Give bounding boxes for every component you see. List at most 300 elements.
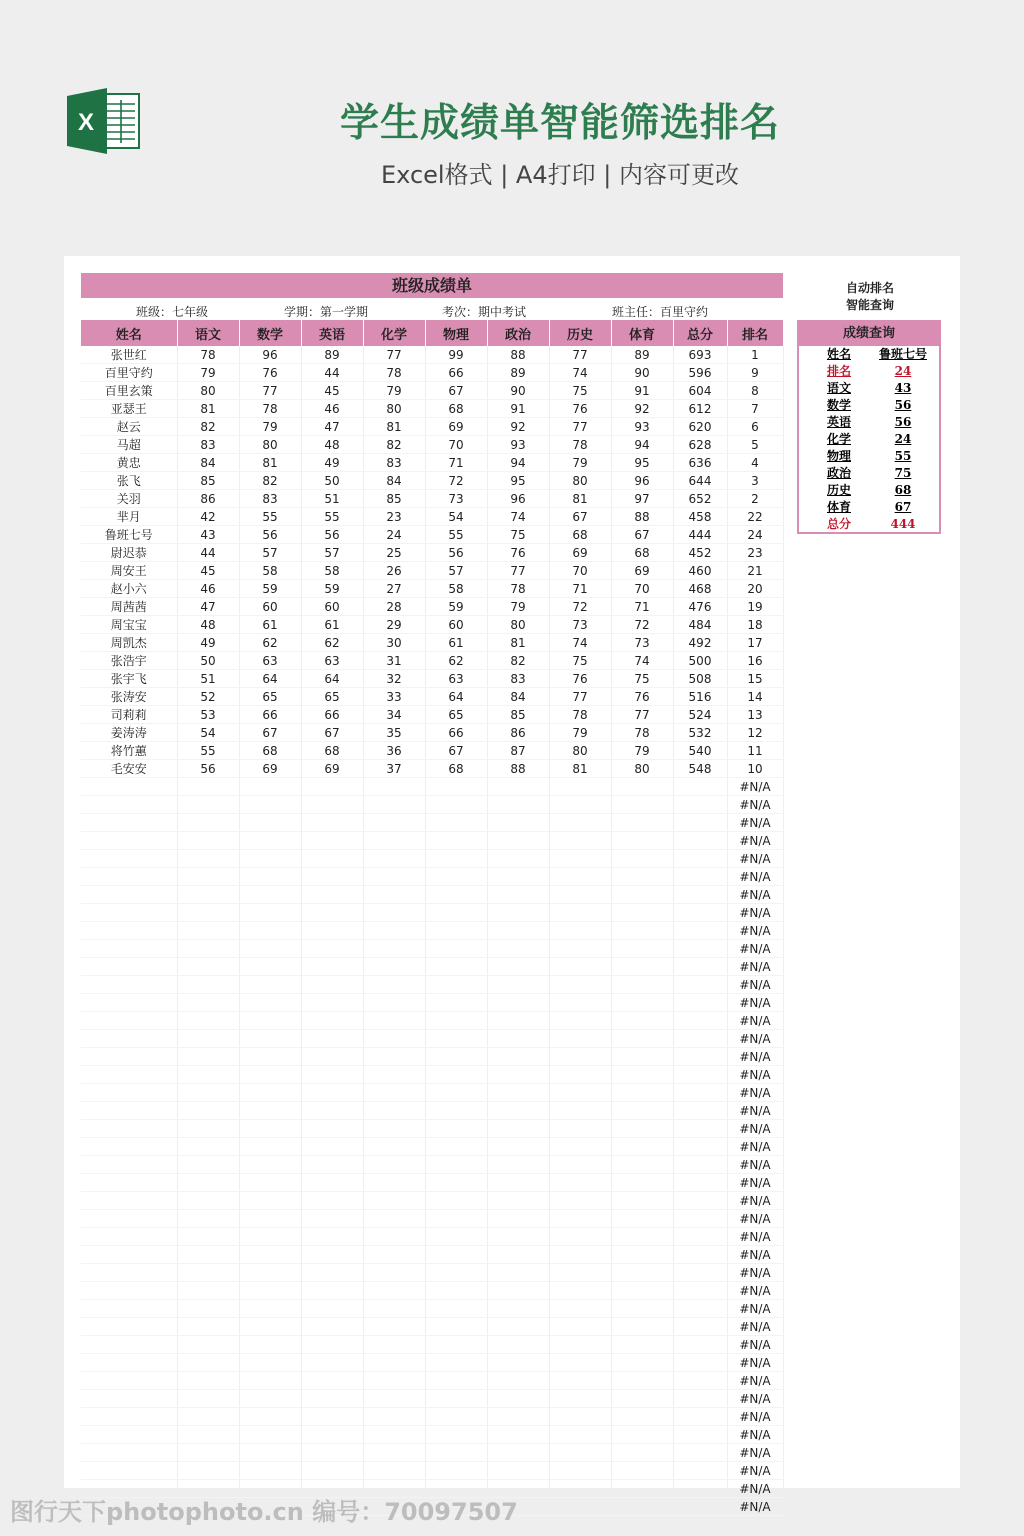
table-cell[interactable]: 29	[363, 616, 425, 634]
table-cell[interactable]: 71	[611, 598, 673, 616]
table-cell[interactable]: 604	[673, 382, 727, 400]
empty-cell[interactable]	[177, 1408, 239, 1426]
empty-cell[interactable]	[81, 1444, 177, 1462]
table-cell[interactable]: 55	[425, 526, 487, 544]
empty-cell[interactable]	[487, 1174, 549, 1192]
empty-cell[interactable]	[549, 1264, 611, 1282]
empty-cell[interactable]	[487, 1102, 549, 1120]
rank-na-cell[interactable]: #N/A	[727, 1246, 783, 1264]
table-cell[interactable]: 452	[673, 544, 727, 562]
empty-cell[interactable]	[673, 796, 727, 814]
empty-cell[interactable]	[611, 994, 673, 1012]
table-cell[interactable]: 8	[727, 382, 783, 400]
empty-cell[interactable]	[549, 994, 611, 1012]
rank-na-cell[interactable]: #N/A	[727, 1444, 783, 1462]
table-cell[interactable]: 68	[301, 742, 363, 760]
empty-cell[interactable]	[673, 958, 727, 976]
empty-cell[interactable]	[487, 1156, 549, 1174]
empty-cell[interactable]	[301, 1102, 363, 1120]
empty-cell[interactable]	[549, 1228, 611, 1246]
table-cell[interactable]: 36	[363, 742, 425, 760]
rank-na-cell[interactable]: #N/A	[727, 1084, 783, 1102]
empty-cell[interactable]	[301, 868, 363, 886]
empty-cell[interactable]	[81, 1066, 177, 1084]
empty-cell[interactable]	[425, 922, 487, 940]
table-cell[interactable]: 11	[727, 742, 783, 760]
empty-cell[interactable]	[81, 814, 177, 832]
table-cell[interactable]: 55	[239, 508, 301, 526]
empty-cell[interactable]	[301, 1066, 363, 1084]
table-cell[interactable]: 73	[549, 616, 611, 634]
empty-cell[interactable]	[487, 1138, 549, 1156]
rank-na-cell[interactable]: #N/A	[727, 1138, 783, 1156]
empty-cell[interactable]	[81, 1102, 177, 1120]
empty-cell[interactable]	[239, 1426, 301, 1444]
table-cell[interactable]: 82	[363, 436, 425, 454]
table-cell[interactable]: 关羽	[81, 490, 177, 508]
table-cell[interactable]: 2	[727, 490, 783, 508]
empty-cell[interactable]	[239, 1372, 301, 1390]
rank-na-cell[interactable]: #N/A	[727, 1156, 783, 1174]
empty-cell[interactable]	[301, 1444, 363, 1462]
empty-cell[interactable]	[487, 1264, 549, 1282]
table-cell[interactable]: 67	[611, 526, 673, 544]
empty-cell[interactable]	[673, 1426, 727, 1444]
table-cell[interactable]: 80	[549, 472, 611, 490]
table-cell[interactable]: 78	[177, 346, 239, 364]
empty-cell[interactable]	[487, 1462, 549, 1480]
table-cell[interactable]: 7	[727, 400, 783, 418]
empty-cell[interactable]	[239, 1138, 301, 1156]
empty-cell[interactable]	[363, 904, 425, 922]
table-cell[interactable]: 96	[611, 472, 673, 490]
empty-cell[interactable]	[487, 1120, 549, 1138]
empty-cell[interactable]	[611, 1390, 673, 1408]
empty-cell[interactable]	[81, 1462, 177, 1480]
empty-cell[interactable]	[81, 940, 177, 958]
empty-cell[interactable]	[611, 1282, 673, 1300]
empty-cell[interactable]	[487, 1030, 549, 1048]
empty-cell[interactable]	[301, 796, 363, 814]
table-cell[interactable]: 9	[727, 364, 783, 382]
table-cell[interactable]: 69	[611, 562, 673, 580]
empty-cell[interactable]	[673, 1192, 727, 1210]
table-cell[interactable]: 43	[177, 526, 239, 544]
table-cell[interactable]: 78	[363, 364, 425, 382]
table-cell[interactable]: 89	[487, 364, 549, 382]
empty-cell[interactable]	[363, 1066, 425, 1084]
table-cell[interactable]: 644	[673, 472, 727, 490]
empty-cell[interactable]	[177, 1120, 239, 1138]
rank-na-cell[interactable]: #N/A	[727, 796, 783, 814]
empty-cell[interactable]	[673, 1264, 727, 1282]
empty-cell[interactable]	[549, 778, 611, 796]
table-cell[interactable]: 82	[239, 472, 301, 490]
empty-cell[interactable]	[363, 922, 425, 940]
empty-cell[interactable]	[177, 1444, 239, 1462]
rank-na-cell[interactable]: #N/A	[727, 1372, 783, 1390]
empty-cell[interactable]	[177, 868, 239, 886]
empty-cell[interactable]	[301, 1174, 363, 1192]
empty-cell[interactable]	[487, 1318, 549, 1336]
table-cell[interactable]: 80	[239, 436, 301, 454]
empty-cell[interactable]	[177, 1354, 239, 1372]
table-cell[interactable]: 45	[177, 562, 239, 580]
query-name-input[interactable]: 鲁班七号	[879, 347, 928, 361]
empty-cell[interactable]	[81, 904, 177, 922]
table-cell[interactable]: 3	[727, 472, 783, 490]
empty-cell[interactable]	[177, 1318, 239, 1336]
empty-cell[interactable]	[301, 850, 363, 868]
rank-na-cell[interactable]: #N/A	[727, 976, 783, 994]
table-cell[interactable]: 49	[177, 634, 239, 652]
empty-cell[interactable]	[239, 778, 301, 796]
empty-cell[interactable]	[301, 1138, 363, 1156]
table-cell[interactable]: 85	[363, 490, 425, 508]
empty-cell[interactable]	[611, 1138, 673, 1156]
empty-cell[interactable]	[673, 1084, 727, 1102]
table-cell[interactable]: 59	[425, 598, 487, 616]
rank-na-cell[interactable]: #N/A	[727, 1498, 783, 1516]
table-cell[interactable]: 91	[611, 382, 673, 400]
table-cell[interactable]: 66	[301, 706, 363, 724]
table-cell[interactable]: 58	[239, 562, 301, 580]
empty-cell[interactable]	[549, 1498, 611, 1516]
rank-na-cell[interactable]: #N/A	[727, 832, 783, 850]
table-cell[interactable]: 46	[177, 580, 239, 598]
table-cell[interactable]: 93	[487, 436, 549, 454]
table-cell[interactable]: 57	[239, 544, 301, 562]
table-cell[interactable]: 444	[673, 526, 727, 544]
table-cell[interactable]: 90	[487, 382, 549, 400]
table-cell[interactable]: 81	[549, 760, 611, 778]
empty-cell[interactable]	[549, 1084, 611, 1102]
empty-cell[interactable]	[673, 1138, 727, 1156]
table-cell[interactable]: 90	[611, 364, 673, 382]
empty-cell[interactable]	[363, 1210, 425, 1228]
empty-cell[interactable]	[177, 1192, 239, 1210]
table-cell[interactable]: 37	[363, 760, 425, 778]
empty-cell[interactable]	[177, 904, 239, 922]
empty-cell[interactable]	[177, 1426, 239, 1444]
rank-na-cell[interactable]: #N/A	[727, 1066, 783, 1084]
empty-cell[interactable]	[239, 994, 301, 1012]
table-cell[interactable]: 84	[177, 454, 239, 472]
table-cell[interactable]: 94	[611, 436, 673, 454]
empty-cell[interactable]	[487, 1066, 549, 1084]
empty-cell[interactable]	[301, 1336, 363, 1354]
empty-cell[interactable]	[81, 1210, 177, 1228]
empty-cell[interactable]	[611, 1012, 673, 1030]
empty-cell[interactable]	[549, 1426, 611, 1444]
table-cell[interactable]: 80	[177, 382, 239, 400]
empty-cell[interactable]	[81, 1372, 177, 1390]
empty-cell[interactable]	[363, 1336, 425, 1354]
table-cell[interactable]: 92	[487, 418, 549, 436]
table-cell[interactable]: 74	[487, 508, 549, 526]
empty-cell[interactable]	[487, 1210, 549, 1228]
empty-cell[interactable]	[301, 832, 363, 850]
table-cell[interactable]: 500	[673, 652, 727, 670]
empty-cell[interactable]	[425, 1372, 487, 1390]
table-cell[interactable]: 73	[425, 490, 487, 508]
table-cell[interactable]: 32	[363, 670, 425, 688]
table-cell[interactable]: 68	[239, 742, 301, 760]
empty-cell[interactable]	[549, 832, 611, 850]
empty-cell[interactable]	[239, 1210, 301, 1228]
empty-cell[interactable]	[549, 1174, 611, 1192]
empty-cell[interactable]	[549, 850, 611, 868]
table-cell[interactable]: 93	[611, 418, 673, 436]
empty-cell[interactable]	[487, 1336, 549, 1354]
empty-cell[interactable]	[239, 1084, 301, 1102]
table-cell[interactable]: 83	[487, 670, 549, 688]
empty-cell[interactable]	[611, 832, 673, 850]
empty-cell[interactable]	[611, 1408, 673, 1426]
empty-cell[interactable]	[549, 904, 611, 922]
empty-cell[interactable]	[425, 1084, 487, 1102]
empty-cell[interactable]	[81, 1228, 177, 1246]
empty-cell[interactable]	[239, 1336, 301, 1354]
empty-cell[interactable]	[549, 1102, 611, 1120]
empty-cell[interactable]	[673, 1246, 727, 1264]
table-cell[interactable]: 693	[673, 346, 727, 364]
table-cell[interactable]: 79	[363, 382, 425, 400]
empty-cell[interactable]	[611, 868, 673, 886]
empty-cell[interactable]	[239, 1102, 301, 1120]
rank-na-cell[interactable]: #N/A	[727, 1462, 783, 1480]
table-cell[interactable]: 77	[363, 346, 425, 364]
empty-cell[interactable]	[673, 850, 727, 868]
empty-cell[interactable]	[177, 1066, 239, 1084]
empty-cell[interactable]	[363, 994, 425, 1012]
empty-cell[interactable]	[177, 1462, 239, 1480]
table-cell[interactable]: 652	[673, 490, 727, 508]
rank-na-cell[interactable]: #N/A	[727, 1228, 783, 1246]
empty-cell[interactable]	[425, 1156, 487, 1174]
table-cell[interactable]: 56	[239, 526, 301, 544]
empty-cell[interactable]	[363, 850, 425, 868]
table-cell[interactable]: 60	[425, 616, 487, 634]
table-cell[interactable]: 80	[549, 742, 611, 760]
table-cell[interactable]: 83	[363, 454, 425, 472]
empty-cell[interactable]	[673, 976, 727, 994]
rank-na-cell[interactable]: #N/A	[727, 1120, 783, 1138]
empty-cell[interactable]	[239, 1246, 301, 1264]
empty-cell[interactable]	[549, 1246, 611, 1264]
table-cell[interactable]: 84	[487, 688, 549, 706]
empty-cell[interactable]	[81, 994, 177, 1012]
table-cell[interactable]: 82	[487, 652, 549, 670]
table-cell[interactable]: 周宝宝	[81, 616, 177, 634]
empty-cell[interactable]	[81, 832, 177, 850]
table-cell[interactable]: 636	[673, 454, 727, 472]
table-cell[interactable]: 79	[549, 724, 611, 742]
table-cell[interactable]: 62	[301, 634, 363, 652]
empty-cell[interactable]	[611, 1444, 673, 1462]
empty-cell[interactable]	[363, 1246, 425, 1264]
table-cell[interactable]: 72	[549, 598, 611, 616]
empty-cell[interactable]	[177, 1012, 239, 1030]
table-cell[interactable]: 79	[177, 364, 239, 382]
empty-cell[interactable]	[549, 922, 611, 940]
table-cell[interactable]: 23	[363, 508, 425, 526]
empty-cell[interactable]	[487, 994, 549, 1012]
table-cell[interactable]: 468	[673, 580, 727, 598]
rank-na-cell[interactable]: #N/A	[727, 1264, 783, 1282]
table-cell[interactable]: 69	[301, 760, 363, 778]
empty-cell[interactable]	[239, 1462, 301, 1480]
empty-cell[interactable]	[363, 1408, 425, 1426]
empty-cell[interactable]	[425, 1318, 487, 1336]
empty-cell[interactable]	[673, 1066, 727, 1084]
table-cell[interactable]: 96	[239, 346, 301, 364]
rank-na-cell[interactable]: #N/A	[727, 814, 783, 832]
rank-na-cell[interactable]: #N/A	[727, 1336, 783, 1354]
table-cell[interactable]: 57	[301, 544, 363, 562]
empty-cell[interactable]	[673, 832, 727, 850]
table-cell[interactable]: 460	[673, 562, 727, 580]
empty-cell[interactable]	[611, 1102, 673, 1120]
table-cell[interactable]: 66	[425, 364, 487, 382]
empty-cell[interactable]	[301, 1462, 363, 1480]
table-cell[interactable]: 78	[549, 436, 611, 454]
table-cell[interactable]: 59	[239, 580, 301, 598]
empty-cell[interactable]	[177, 814, 239, 832]
empty-cell[interactable]	[177, 1084, 239, 1102]
empty-cell[interactable]	[239, 1192, 301, 1210]
empty-cell[interactable]	[363, 1372, 425, 1390]
table-cell[interactable]: 17	[727, 634, 783, 652]
table-cell[interactable]: 69	[425, 418, 487, 436]
empty-cell[interactable]	[673, 1354, 727, 1372]
rank-na-cell[interactable]: #N/A	[727, 994, 783, 1012]
empty-cell[interactable]	[301, 814, 363, 832]
empty-cell[interactable]	[425, 796, 487, 814]
rank-na-cell[interactable]: #N/A	[727, 1480, 783, 1498]
empty-cell[interactable]	[363, 1354, 425, 1372]
empty-cell[interactable]	[363, 1138, 425, 1156]
table-cell[interactable]: 81	[549, 490, 611, 508]
table-cell[interactable]: 65	[425, 706, 487, 724]
empty-cell[interactable]	[611, 1192, 673, 1210]
empty-cell[interactable]	[425, 1048, 487, 1066]
empty-cell[interactable]	[487, 868, 549, 886]
empty-cell[interactable]	[177, 976, 239, 994]
table-cell[interactable]: 28	[363, 598, 425, 616]
empty-cell[interactable]	[239, 1282, 301, 1300]
empty-cell[interactable]	[673, 1336, 727, 1354]
empty-cell[interactable]	[487, 1408, 549, 1426]
empty-cell[interactable]	[81, 922, 177, 940]
table-cell[interactable]: 56	[177, 760, 239, 778]
empty-cell[interactable]	[177, 940, 239, 958]
empty-cell[interactable]	[363, 1264, 425, 1282]
empty-cell[interactable]	[301, 1426, 363, 1444]
empty-cell[interactable]	[673, 1408, 727, 1426]
empty-cell[interactable]	[239, 1174, 301, 1192]
empty-cell[interactable]	[487, 1426, 549, 1444]
empty-cell[interactable]	[549, 1030, 611, 1048]
empty-cell[interactable]	[239, 886, 301, 904]
empty-cell[interactable]	[177, 1372, 239, 1390]
empty-cell[interactable]	[239, 1390, 301, 1408]
empty-cell[interactable]	[549, 886, 611, 904]
empty-cell[interactable]	[611, 850, 673, 868]
empty-cell[interactable]	[177, 1336, 239, 1354]
empty-cell[interactable]	[239, 1048, 301, 1066]
empty-cell[interactable]	[549, 1480, 611, 1498]
table-cell[interactable]: 48	[301, 436, 363, 454]
empty-cell[interactable]	[425, 1030, 487, 1048]
table-cell[interactable]: 12	[727, 724, 783, 742]
rank-na-cell[interactable]: #N/A	[727, 1102, 783, 1120]
empty-cell[interactable]	[301, 994, 363, 1012]
empty-cell[interactable]	[425, 1174, 487, 1192]
empty-cell[interactable]	[425, 1336, 487, 1354]
table-cell[interactable]: 86	[177, 490, 239, 508]
empty-cell[interactable]	[363, 778, 425, 796]
table-cell[interactable]: 524	[673, 706, 727, 724]
empty-cell[interactable]	[425, 994, 487, 1012]
table-cell[interactable]: 74	[549, 364, 611, 382]
table-cell[interactable]: 64	[301, 670, 363, 688]
empty-cell[interactable]	[425, 1192, 487, 1210]
empty-cell[interactable]	[425, 868, 487, 886]
rank-na-cell[interactable]: #N/A	[727, 1030, 783, 1048]
table-cell[interactable]: 26	[363, 562, 425, 580]
table-cell[interactable]: 58	[425, 580, 487, 598]
table-cell[interactable]: 68	[425, 400, 487, 418]
table-cell[interactable]: 99	[425, 346, 487, 364]
table-cell[interactable]: 60	[239, 598, 301, 616]
empty-cell[interactable]	[611, 1084, 673, 1102]
empty-cell[interactable]	[611, 976, 673, 994]
empty-cell[interactable]	[363, 1156, 425, 1174]
table-cell[interactable]: 68	[425, 760, 487, 778]
empty-cell[interactable]	[177, 1174, 239, 1192]
empty-cell[interactable]	[301, 1228, 363, 1246]
empty-cell[interactable]	[301, 1246, 363, 1264]
table-cell[interactable]: 70	[425, 436, 487, 454]
empty-cell[interactable]	[673, 1120, 727, 1138]
empty-cell[interactable]	[611, 1048, 673, 1066]
empty-cell[interactable]	[81, 1012, 177, 1030]
table-cell[interactable]: 73	[611, 634, 673, 652]
empty-cell[interactable]	[549, 1156, 611, 1174]
table-cell[interactable]: 83	[177, 436, 239, 454]
rank-na-cell[interactable]: #N/A	[727, 958, 783, 976]
rank-na-cell[interactable]: #N/A	[727, 922, 783, 940]
empty-cell[interactable]	[177, 832, 239, 850]
table-cell[interactable]: 596	[673, 364, 727, 382]
table-cell[interactable]: 50	[301, 472, 363, 490]
empty-cell[interactable]	[363, 832, 425, 850]
empty-cell[interactable]	[611, 778, 673, 796]
table-cell[interactable]: 张世红	[81, 346, 177, 364]
table-cell[interactable]: 62	[425, 652, 487, 670]
empty-cell[interactable]	[673, 868, 727, 886]
table-cell[interactable]: 47	[177, 598, 239, 616]
table-cell[interactable]: 67	[425, 742, 487, 760]
table-cell[interactable]: 63	[425, 670, 487, 688]
table-cell[interactable]: 80	[363, 400, 425, 418]
table-cell[interactable]: 35	[363, 724, 425, 742]
empty-cell[interactable]	[487, 940, 549, 958]
empty-cell[interactable]	[81, 1030, 177, 1048]
empty-cell[interactable]	[673, 1462, 727, 1480]
empty-cell[interactable]	[81, 1354, 177, 1372]
